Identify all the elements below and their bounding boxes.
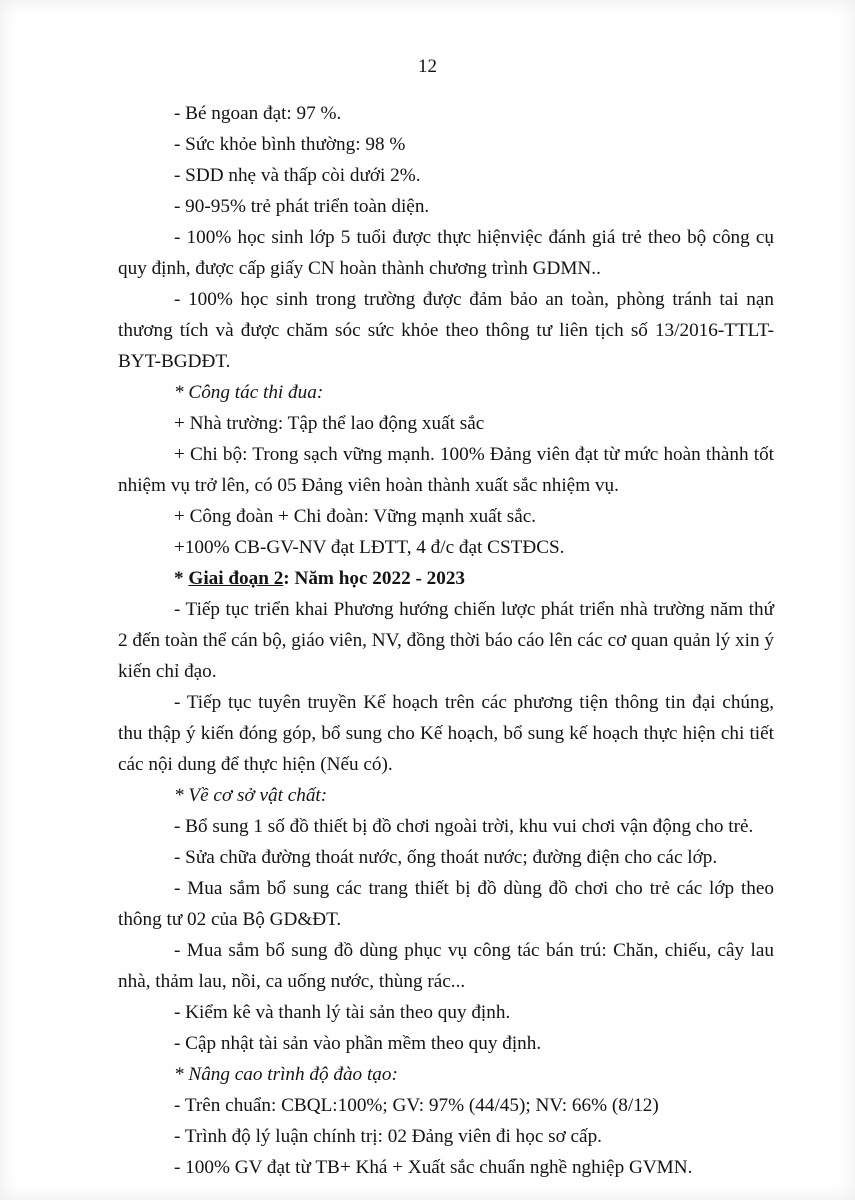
page-number: 12 bbox=[418, 56, 437, 77]
paragraph-classroom-equipment: - Mua sắm bổ sung các trang thiết bị đồ dùng đồ chơi cho trẻ các lớp theo thông tư 02 của Bộ GD&ĐT. bbox=[118, 878, 774, 930]
heading-training: * Nâng cao trình độ đào tạo: bbox=[174, 1064, 398, 1085]
heading-facilities: * Về cơ sở vật chất: bbox=[174, 785, 328, 806]
heading-emulation: * Công tác thi đua: bbox=[174, 382, 324, 403]
paragraph-normal-health: - Sức khỏe bình thường: 98 % bbox=[174, 134, 406, 155]
paragraph-outdoor-equipment: - Bổ sung 1 số đồ thiết bị đồ chơi ngoài trời, khu vui chơi vận động cho trẻ. bbox=[174, 816, 754, 837]
paragraph-good-behavior: - Bé ngoan đạt: 97 %. bbox=[174, 103, 342, 124]
phase-label: Giai đoạn 2 bbox=[188, 568, 284, 589]
paragraph-full-development: - 90-95% trẻ phát triển toàn diện. bbox=[174, 196, 430, 217]
document-body bbox=[118, 98, 774, 1183]
paragraph-boarding-supplies: - Mua sắm bổ sung đồ dùng phục vụ công tác bán trú: Chăn, chiếu, cây lau nhà, thảm lau, nồi, ca uống nước, thùng rác... bbox=[118, 940, 774, 992]
paragraph-asset-software: - Cập nhật tài sản vào phần mềm theo quy định. bbox=[174, 1033, 542, 1054]
phase-prefix: * bbox=[174, 568, 189, 589]
paragraph-drainage-repair: - Sửa chữa đường thoát nước, ống thoát nước; đường điện cho các lớp. bbox=[174, 847, 718, 868]
paragraph-party-cell: + Chi bộ: Trong sạch vững mạnh. 100% Đảng viên đạt từ mức hoàn thành tốt nhiệm vụ trở lên, có 05 Đảng viên hoàn thành xuất sắc nhiệm vụ. bbox=[118, 444, 774, 496]
paragraph-communication: - Tiếp tục tuyên truyền Kế hoạch trên các phương tiện thông tin đại chúng, thu thập ý kiến đóng góp, bổ sung cho Kế hoạch, bổ sung kế hoạch thực hiện chi tiết các nội dung để thực hiện (Nếu có). bbox=[118, 692, 774, 775]
paragraph-staff-award: +100% CB-GV-NV đạt LĐTT, 4 đ/c đạt CSTĐCS. bbox=[174, 537, 565, 558]
paragraph-professional-standard: - 100% GV đạt từ TB+ Khá + Xuất sắc chuẩn nghề nghiệp GVMN. bbox=[174, 1157, 693, 1178]
paragraph-malnutrition: - SDD nhẹ và thấp còi dưới 2%. bbox=[174, 165, 421, 186]
paragraph-political-theory: - Trình độ lý luận chính trị: 02 Đảng viên đi học sơ cấp. bbox=[174, 1126, 602, 1147]
phase-year: : Năm học 2022 - 2023 bbox=[283, 568, 466, 589]
paragraph-strategy-deployment: - Tiếp tục triển khai Phương hướng chiến lược phát triển nhà trường năm thứ 2 đến toàn thể cán bộ, giáo viên, NV, đồng thời báo cáo lên các cơ quan quản lý xin ý kiến chỉ đạo. bbox=[118, 599, 774, 682]
heading-phase-2 bbox=[118, 563, 774, 594]
paragraph-inventory: - Kiểm kê và thanh lý tài sản theo quy định. bbox=[174, 1002, 511, 1023]
paragraph-above-standard: - Trên chuẩn: CBQL:100%; GV: 97% (44/45); NV: 66% (8/12) bbox=[174, 1095, 659, 1116]
paragraph-five-year-assessment: - 100% học sinh lớp 5 tuổi được thực hiệnviệc đánh giá trẻ theo bộ công cụ quy định, được cấp giấy CN hoàn thành chương trình GDMN.. bbox=[118, 227, 774, 279]
paragraph-union: + Công đoàn + Chi đoàn: Vững mạnh xuất sắc. bbox=[174, 506, 537, 527]
paragraph-safety: - 100% học sinh trong trường được đảm bảo an toàn, phòng tránh tai nạn thương tích và được chăm sóc sức khỏe theo thông tư liên tịch số 13/2016-TTLT-BYT-BGDĐT. bbox=[118, 289, 774, 372]
paragraph-school-award: + Nhà trường: Tập thể lao động xuất sắc bbox=[174, 413, 485, 434]
